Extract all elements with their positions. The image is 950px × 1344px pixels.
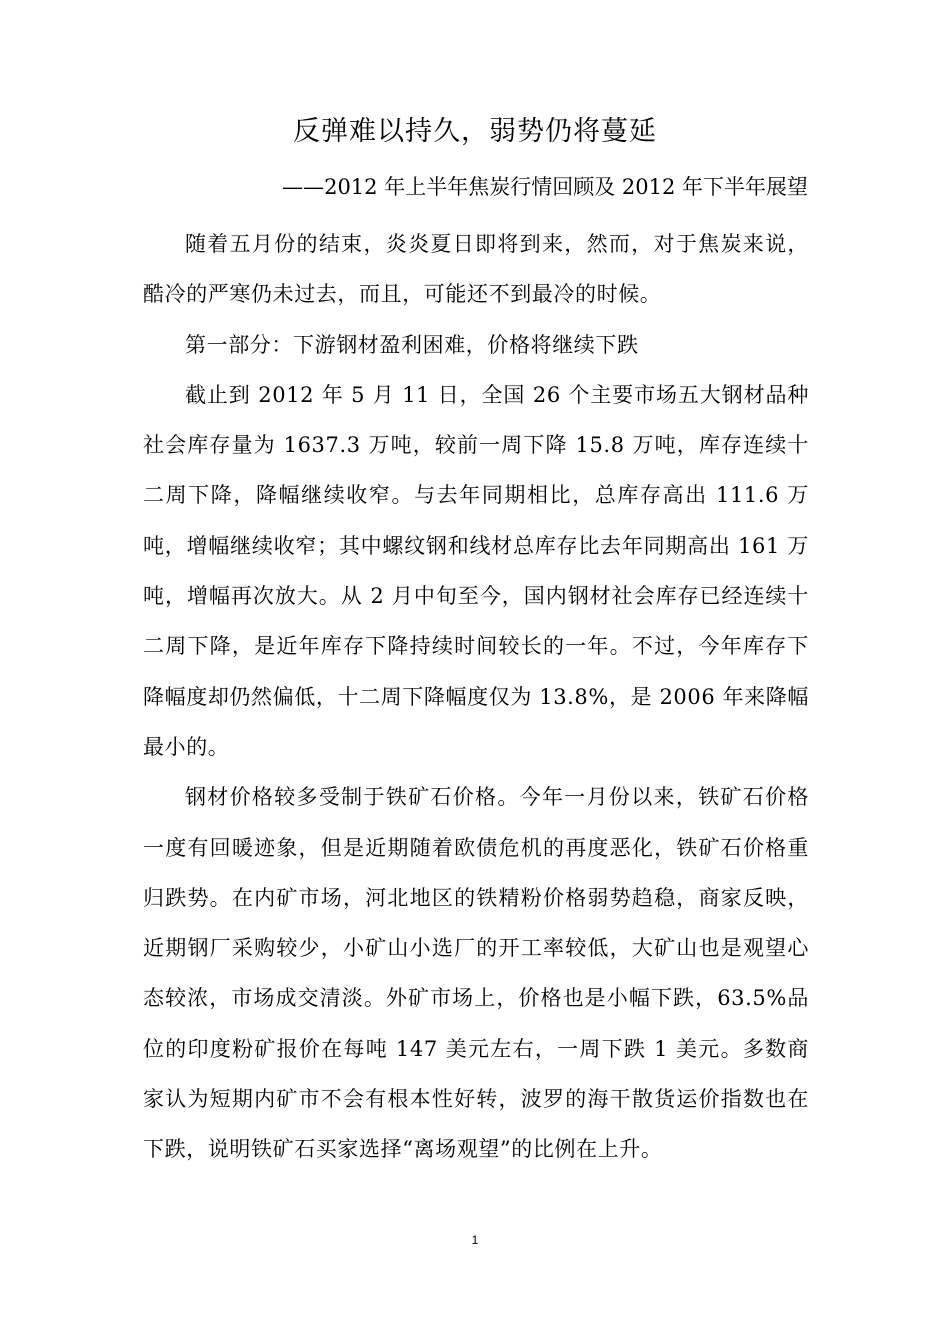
iron-ore-paragraph: 钢材价格较多受制于铁矿石价格。今年一月份以来，铁矿石价格一度有回暖迹象，但是近期随着欧债危机的再度恶化，铁矿石价格重归跌势。在内矿市场，河北地区的铁精粉价格弱势趋稳，商家反映，近期钢厂采购较少，小矿山小选厂的开工率较低，大矿山也是观望心态较浓，市场成交清淡。外矿市场上，价格也是小幅下跌，63.5%品位的印度粉矿报价在每吨 147 美元左右，一周下跌 1 美元。多数商家认为短期内矿市不会有根本性好转，波罗的海干散货运价指数也在下跌，说明铁矿石买家选择“离场观望”的比例在上升。: [143, 785, 809, 1162]
section-heading: 第一部分：下游钢材盈利困难，价格将继续下跌: [185, 332, 639, 357]
inventory-paragraph: 截止到 2012 年 5 月 11 日，全国 26 个主要市场五大钢材品种社会库存量为 1637.3 万吨，较前一周下降 15.8 万吨，库存连续十二周下降，降幅继续收窄。与去年同期相比，总库存高出 111.6 万吨，增幅继续收窄；其中螺纹钢和线材总库存比去年同期高出 161 万吨，增幅再次放大。从 2 月中旬至今，国内钢材社会库存已经连续十二周下降，是近年库存下降持续时间较长的一年。不过，今年库存下降幅度却仍然偏低，十二周下降幅度仅为 13.8%，是 2006 年来降幅最小的。: [143, 382, 809, 759]
document-body: [143, 219, 809, 1175]
page-number: 1: [471, 1233, 479, 1247]
intro-paragraph: 随着五月份的结束，炎炎夏日即将到来，然而，对于焦炭来说，酷冷的严寒仍未过去，而且，可能还不到最冷的时候。: [143, 232, 809, 307]
document-title: 反弹难以持久，弱势仍将蔓延: [293, 116, 657, 147]
document-subtitle: ——2012 年上半年焦炭行情回顾及 2012 年下半年展望: [282, 175, 808, 199]
